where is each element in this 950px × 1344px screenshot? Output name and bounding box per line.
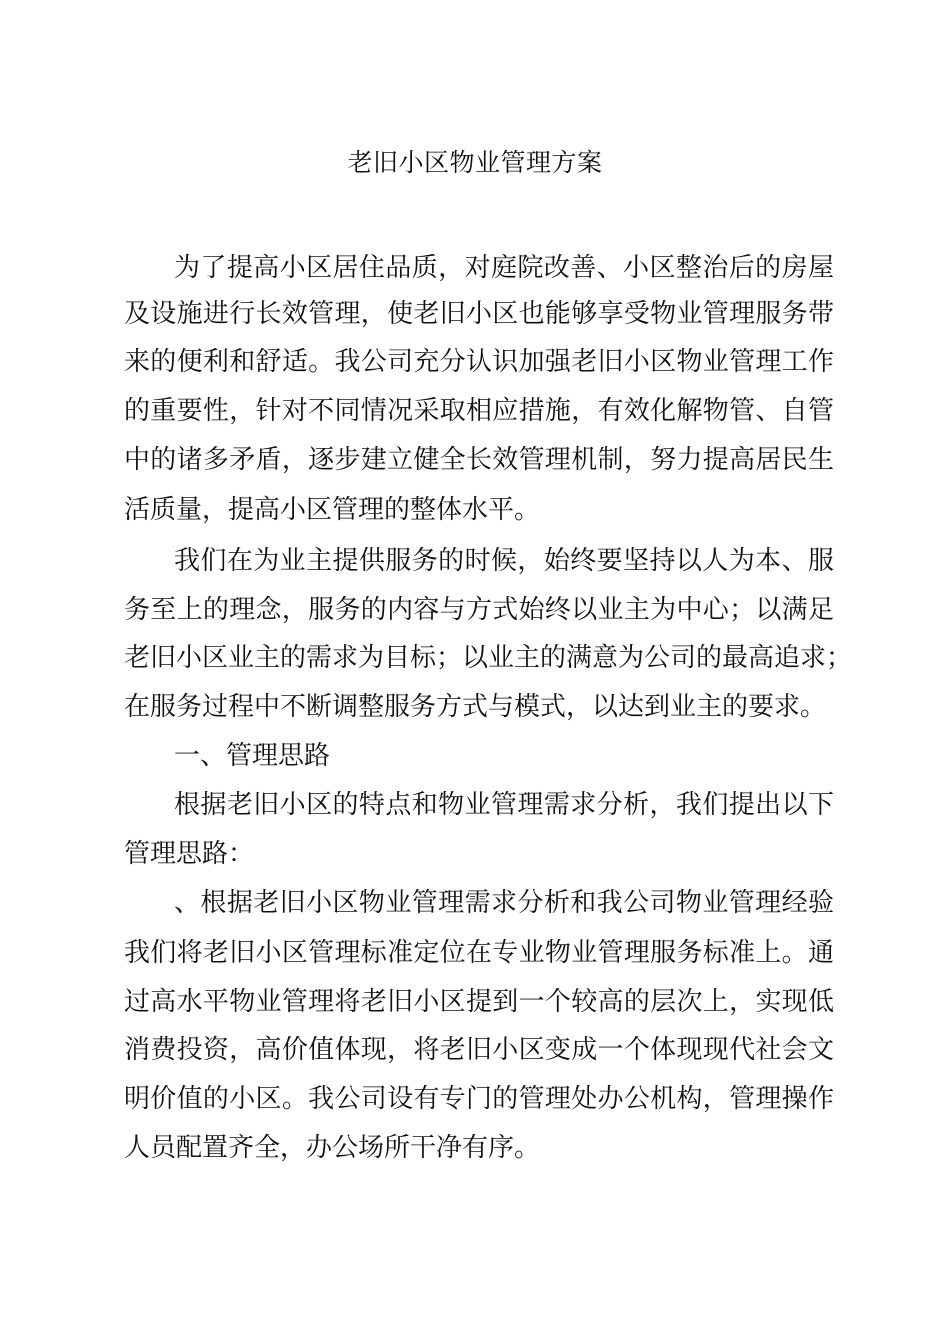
paragraph-3-line-2: 管理思路： [124, 839, 255, 869]
paragraph-1-line-5: 中的诸多矛盾，逐步建立健全长效管理机制，努力提高居民生 [124, 445, 834, 475]
section-heading-1: 一、管理思路 [174, 741, 331, 771]
paragraph-4-line-4: 消费投资，高价值体现，将老旧小区变成一个体现现代社会文 [124, 1035, 834, 1065]
paragraph-4-line-1: 、根据老旧小区物业管理需求分析和我公司物业管理经验 [174, 888, 834, 918]
paragraph-1-line-3: 来的便利和舒适。我公司充分认识加强老旧小区物业管理工作 [124, 347, 834, 377]
paragraph-1-line-4: 的重要性，针对不同情况采取相应措施，有效化解物管、自管 [124, 396, 834, 426]
paragraph-1-line-6: 活质量，提高小区管理的整体水平。 [124, 495, 541, 525]
paragraph-2-line-4: 在服务过程中不断调整服务方式与模式，以达到业主的要求。 [124, 692, 827, 722]
paragraph-4-line-6: 人员配置齐全，办公场所干净有序。 [124, 1133, 541, 1163]
paragraph-4-line-2: 我们将老旧小区管理标准定位在专业物业管理服务标准上。通 [124, 938, 834, 968]
paragraph-1-line-2: 及设施进行长效管理，使老旧小区也能够享受物业管理服务带 [124, 299, 834, 329]
paragraph-2-line-2: 务至上的理念，服务的内容与方式始终以业主为中心；以满足 [124, 595, 834, 625]
paragraph-2-line-3: 老旧小区业主的需求为目标；以业主的满意为公司的最高追求； [124, 643, 853, 673]
paragraph-3-line-1: 根据老旧小区的特点和物业管理需求分析，我们提出以下 [174, 790, 834, 820]
paragraph-4-line-5: 明价值的小区。我公司设有专门的管理处办公机构，管理操作 [124, 1084, 834, 1114]
paragraph-4-line-3: 过高水平物业管理将老旧小区提到一个较高的层次上，实现低 [124, 987, 834, 1017]
paragraph-1-line-1: 为了提高小区居住品质，对庭院改善、小区整治后的房屋 [174, 253, 834, 283]
document-title: 老旧小区物业管理方案 [347, 148, 603, 177]
paragraph-2-line-1: 我们在为业主提供服务的时候，始终要坚持以人为本、服 [174, 546, 834, 576]
